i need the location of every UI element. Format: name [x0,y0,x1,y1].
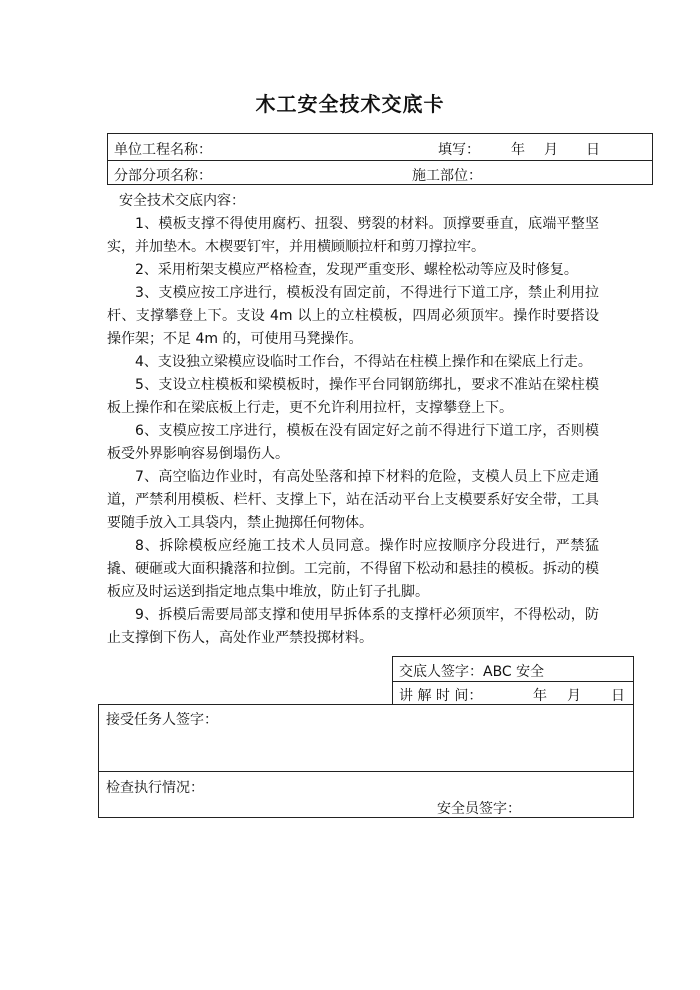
receiver-signature-label: 接受任务人签字： [106,712,218,728]
header-row-project [108,134,652,161]
time-day: 日 [611,688,625,704]
content-item-7: 7、高空临边作业时，有高处坠落和掉下材料的危险，支模人员上下应走通道，严禁利用模板、栏杆、支撑上下，站在活动平台上支模要系好安全带，工具要随手放入工具袋内，禁止抛掷任何物体。 [107,469,599,531]
fill-year: 年 [511,142,525,158]
fill-day: 日 [586,142,600,158]
location-label: 施工部位： [412,168,482,184]
content-item-9: 9、拆模后需要局部支撑和使用早拆体系的支撑杆必须顶牢，不得松动，防止支撑倒下伤人，高处作业严禁投掷材料。 [107,607,599,646]
project-name-label: 单位工程名称： [114,142,212,158]
sub-project-label: 分部分项名称： [114,168,212,184]
time-label: 讲 解 时 间： [399,688,483,704]
safety-officer-label: 安全员签字： [437,801,521,817]
content-item-6: 6、支模应按工序进行，模板在没有固定好之前不得进行下道工序，否则模板受外界影响容易倒塌伤人。 [107,423,599,462]
inspection-label: 检查执行情况： [106,780,204,796]
signoff-box [392,656,634,704]
fill-label: 填写： [438,142,480,158]
header-row-subproject [108,160,652,186]
time-year: 年 [533,688,547,704]
acceptance-divider [99,771,633,772]
acceptance-box [98,704,634,818]
content-item-2: 2、采用桁架支模应严格检查，发现严重变形、螺栓松动等应及时修复。 [135,262,578,278]
content-item-1: 1、模板支撑不得使用腐朽、扭裂、劈裂的材料。顶撑要垂直，底端平整坚实，并加垫木。木楔要钉牢，并用横顾顺拉杆和剪刀撑拉牢。 [107,216,599,255]
page-title: 木工安全技术交底卡 [255,92,445,116]
disclosure-content [107,190,599,650]
header-table [107,133,653,185]
content-item-8: 8、拆除模板应经施工技术人员同意。操作时应按顺序分段进行，严禁猛撬、硬砸或大面积撬落和拉倒。工完前，不得留下松动和悬挂的模板。拆动的模板应及时运送到指定地点集中堆放，防止钉子扎脚。 [107,538,599,600]
discloser-row [393,657,633,682]
fill-month: 月 [544,142,558,158]
content-item-4: 4、支设独立梁模应设临时工作台，不得站在柱模上操作和在梁底上行走。 [135,354,592,370]
time-row [393,681,633,705]
discloser-label: 交底人签字：ABC 安全 [399,664,545,680]
content-item-5: 5、支设立柱模板和梁模板时，操作平台同钢筋绑扎，要求不准站在梁柱模板上操作和在梁底板上行走，更不允许利用拉杆，支撑攀登上下。 [107,377,599,416]
time-month: 月 [567,688,581,704]
content-item-3: 3、支模应按工序进行，模板没有固定前，不得进行下道工序，禁止利用拉杆、支撑攀登上下。支设 4m 以上的立柱模板，四周必须顶牢。操作时要搭设操作架；不足 4m 的，可使用马凳操作。 [107,285,599,347]
content-intro: 安全技术交底内容： [119,193,245,209]
